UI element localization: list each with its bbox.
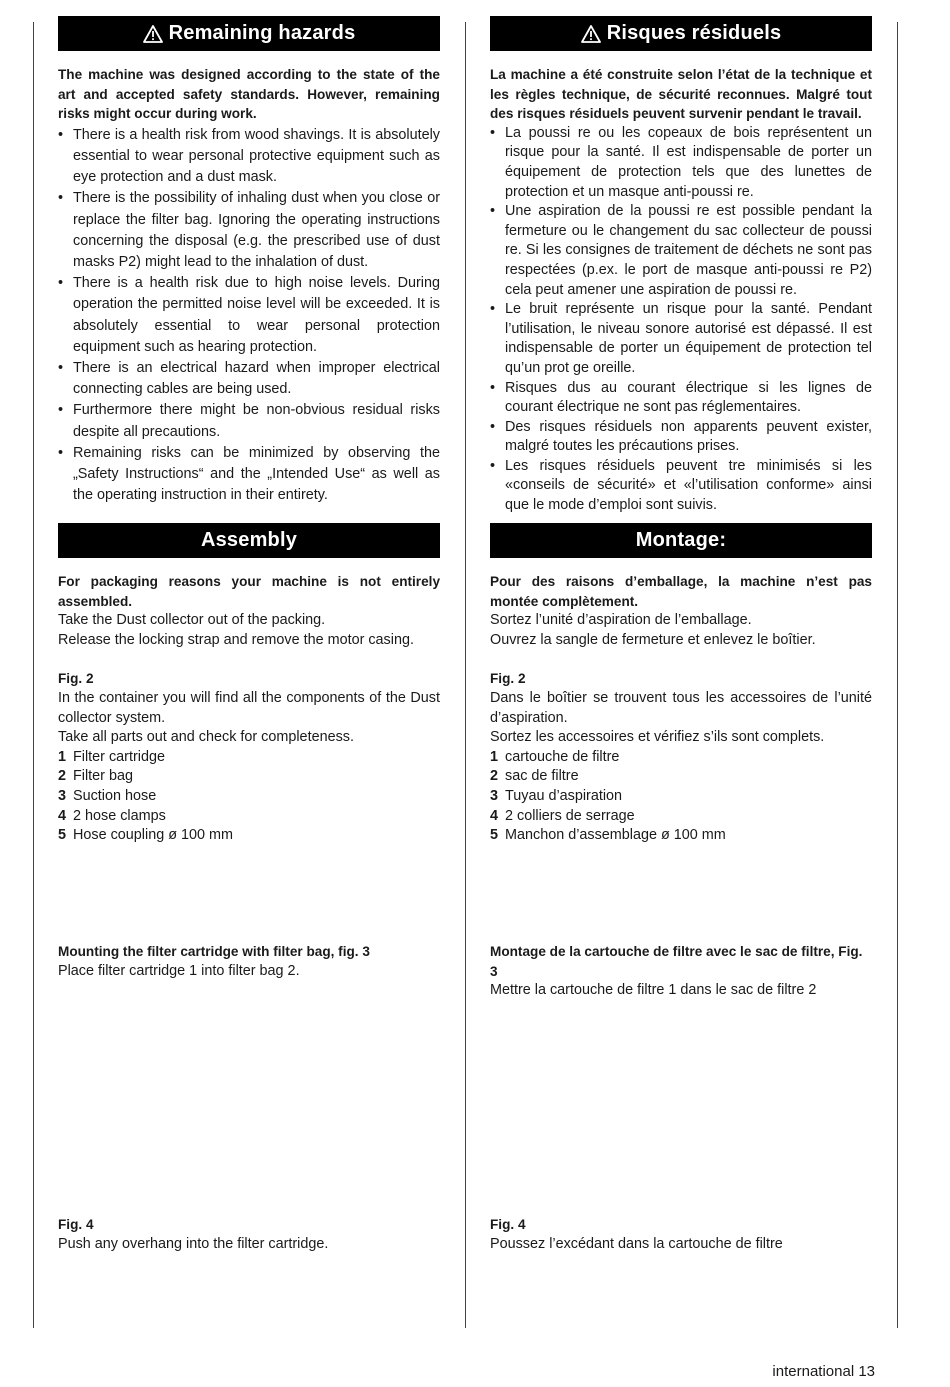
list-item: • There is a health risk from wood shavings. It is absolutely essential to wear personal protective equipment such as eye protection and a dust mask.	[58, 125, 440, 189]
parts-list-fr	[490, 748, 872, 846]
list-item: • Les risques résiduels peuvent tre minimisés si les «conseils de sécurité» et «l’utilisation conforme» ainsi que le mode d’emploi sont suivis.	[490, 457, 872, 516]
list-item: • Une aspiration de la poussi re est possible pendant la fermeture ou le changement du sac collecteur de poussi re. Si les consignes de traitement de déchets ne sont pas respectées (p.ex. le port de masque anti-poussi re P2) cela peut amener une aspiration de poussi re.	[490, 202, 872, 300]
part-number: 2	[490, 768, 499, 785]
assembly-step-1: Take the Dust collector out of the packing.	[58, 612, 326, 629]
part-item	[490, 807, 872, 827]
list-item: • Des risques résiduels non apparents peuvent exister, malgré toutes les précautions prises.	[490, 418, 872, 457]
warning-triangle-icon	[581, 25, 601, 43]
part-item	[490, 767, 872, 787]
part-item	[58, 748, 440, 768]
list-item: • There is the possibility of inhaling dust when you close or replace the filter bag. Ignoring the operating instructions concerning the disposal (e.g. the prescribed use of dust masks P2) might lead to the inhalation of dust.	[58, 188, 440, 273]
fig2-text: In the container you will find all the components of the Dust collector system.	[58, 689, 440, 726]
hazards-list	[58, 125, 440, 507]
part-number: 4	[58, 807, 67, 824]
english-assembly-section	[58, 523, 440, 846]
english-fig3-section	[58, 942, 440, 981]
fig3-text: Place filter cartridge 1 into filter bag 2.	[58, 962, 300, 979]
remaining-hazards-header	[58, 16, 440, 51]
french-fig3-section	[490, 942, 872, 1001]
french-montage-section	[490, 523, 872, 846]
warning-triangle-icon	[143, 25, 163, 43]
fig4-text: Push any overhang into the filter cartridge.	[58, 1235, 329, 1252]
french-column	[490, 16, 872, 516]
part-label: 2 hose clamps	[73, 807, 166, 824]
part-number: 5	[58, 827, 67, 844]
part-number: 4	[490, 807, 499, 824]
part-label: Suction hose	[73, 787, 157, 804]
montage-step-1: Sortez l’unité d’aspiration de l’emballage.	[490, 612, 752, 629]
fig4-label: Fig. 4	[58, 1217, 94, 1232]
part-label: 2 colliers de serrage	[505, 807, 635, 824]
risques-residuels-header	[490, 16, 872, 51]
assembly-title: Assembly	[200, 529, 298, 551]
center-divider-rule	[465, 22, 466, 1328]
part-number: 3	[58, 787, 67, 804]
part-item	[490, 826, 872, 846]
part-label: cartouche de filtre	[505, 748, 620, 765]
montage-title: Montage:	[635, 529, 727, 551]
list-item: • Risques dus au courant électrique si les lignes de courant électrique ne sont pas réglementaires.	[490, 379, 872, 418]
risques-intro: La machine a été construite selon l’état de la technique et les règles technique, de sécurité reconnues. Malgré tout des risques résiduels peuvent survenir pendant le travail.	[490, 67, 872, 122]
assembly-intro: For packaging reasons your machine is not entirely assembled.	[58, 574, 440, 609]
fig4-label-fr: Fig. 4	[490, 1217, 526, 1232]
fig2-text-check: Take all parts out and check for completeness.	[58, 729, 354, 746]
part-item	[58, 807, 440, 827]
assembly-step-2: Release the locking strap and remove the motor casing.	[58, 631, 414, 648]
montage-step-2: Ouvrez la sangle de fermeture et enlevez le boîtier.	[490, 631, 816, 648]
montage-header	[490, 523, 872, 558]
list-item: • Remaining risks can be minimized by observing the „Safety Instructions“ and the „Intended Use“ as well as the operating instruction in their entirety.	[58, 443, 440, 507]
fig2-text-check-fr: Sortez les accessoires et vérifiez s’ils sont complets.	[490, 729, 825, 746]
part-number: 5	[490, 827, 499, 844]
list-item: • Le bruit représente un risque pour la santé. Pendant l’utilisation, le niveau sonore autorisé est dépassé. Il est indispensable de porter un équipement de protection tel qu’un prot ge oreille.	[490, 300, 872, 378]
list-item: • Furthermore there might be non-obvious residual risks despite all precautions.	[58, 400, 440, 442]
remaining-hazards-title: Remaining hazards	[168, 22, 356, 44]
fig2-text-fr: Dans le boîtier se trouvent tous les accessoires de l’unité d’aspiration.	[490, 689, 872, 726]
fig3-heading: Mounting the filter cartridge with filter bag, fig. 3	[58, 944, 370, 959]
english-fig4-section	[58, 1215, 440, 1254]
list-item: • La poussi re ou les copeaux de bois représentent un risque pour la santé. Il est indispensable de porter un équipement de protection tels que des lunettes de protection et un masque anti-poussi re.	[490, 124, 872, 202]
fig2-label-fr: Fig. 2	[490, 671, 526, 687]
fig3-text-fr: Mettre la cartouche de filtre 1 dans le sac de filtre 2	[490, 982, 817, 999]
part-item	[490, 748, 872, 768]
list-item: • There is an electrical hazard when improper electrical connecting cables are being used.	[58, 358, 440, 400]
list-item: • There is a health risk due to high noise levels. During operation the permitted noise level will be exceeded. It is absolutely essential to wear personal protection equipment such as hearing protection.	[58, 273, 440, 358]
fig3-heading-fr: Montage de la cartouche de filtre avec le sac de filtre, Fig. 3	[490, 944, 863, 979]
part-number: 1	[58, 748, 67, 765]
part-item	[58, 767, 440, 787]
fig4-text-fr: Poussez l’excédant dans la cartouche de filtre	[490, 1235, 783, 1252]
assembly-header	[58, 523, 440, 558]
part-number: 1	[490, 748, 499, 765]
parts-list	[58, 748, 440, 846]
montage-intro: Pour des raisons d’emballage, la machine n’est pas montée complètement.	[490, 574, 872, 609]
part-label: Manchon d’assemblage ø 100 mm	[505, 827, 726, 844]
risques-residuels-title: Risques résiduels	[606, 22, 782, 44]
part-label: sac de filtre	[505, 768, 579, 785]
part-label: Filter bag	[73, 768, 133, 785]
part-item	[58, 826, 440, 846]
risques-list	[490, 124, 872, 516]
right-margin-rule	[897, 22, 898, 1328]
part-label: Hose coupling ø 100 mm	[73, 827, 233, 844]
part-number: 2	[58, 768, 67, 785]
french-fig4-section	[490, 1215, 872, 1254]
english-column	[58, 16, 440, 506]
fig2-label: Fig. 2	[58, 671, 94, 687]
part-item	[58, 787, 440, 807]
part-label: Filter cartridge	[73, 748, 165, 765]
part-item	[490, 787, 872, 807]
hazards-intro: The machine was designed according to the state of the art and accepted safety standards. However, remaining risks might occur during work.	[58, 67, 440, 122]
page-number: international 13	[772, 1363, 875, 1380]
part-label: Tuyau d’aspiration	[505, 787, 623, 804]
part-number: 3	[490, 787, 499, 804]
left-margin-rule	[33, 22, 34, 1328]
